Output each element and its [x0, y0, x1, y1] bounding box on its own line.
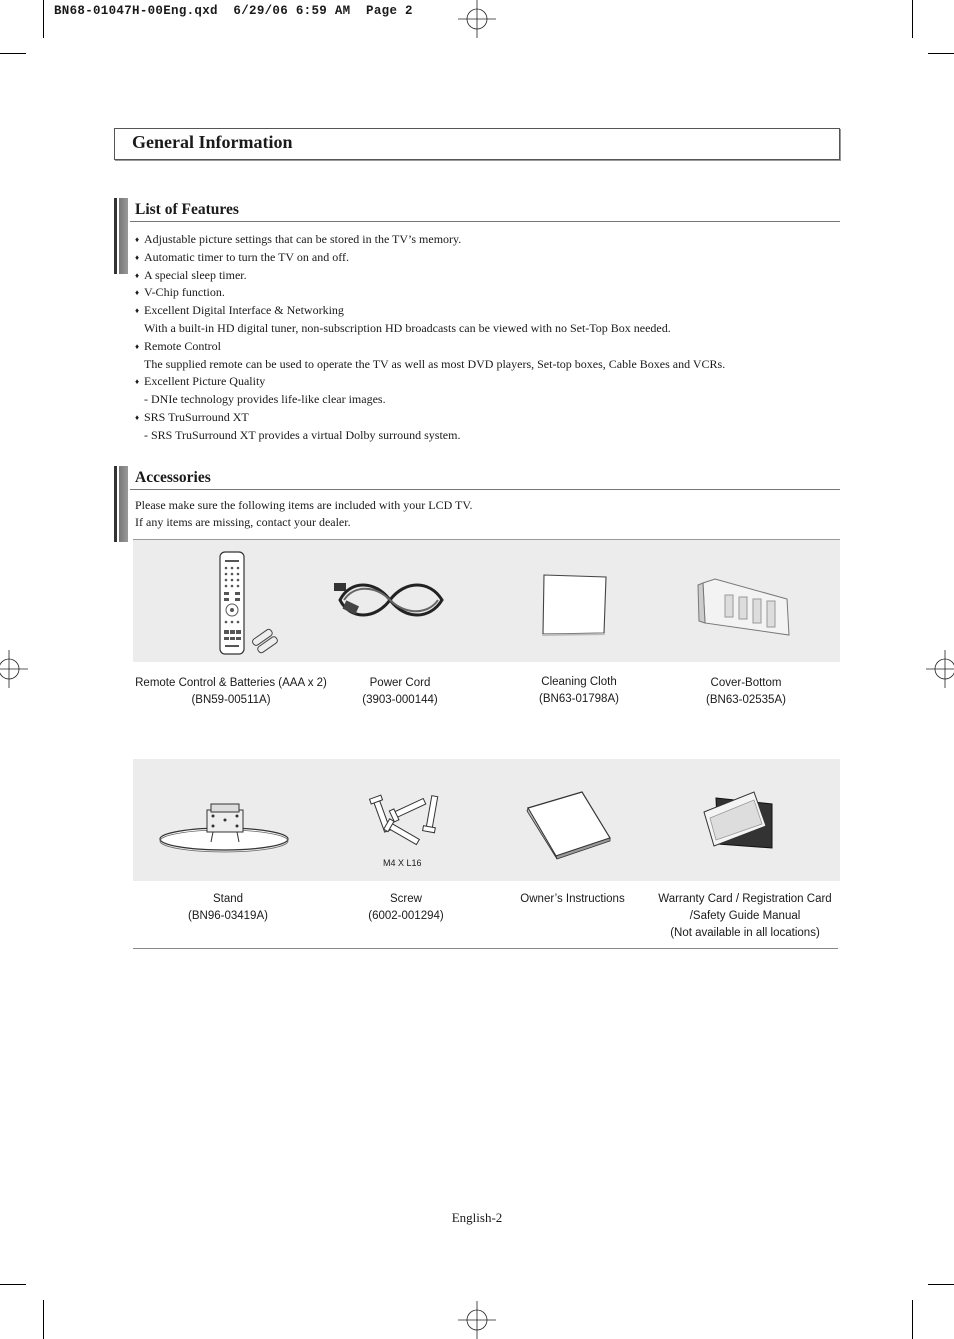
remote-control-icon	[205, 550, 280, 660]
list-item-detail: The supplied remote can be used to operate the TV as well as most DVD players, Set-top boxes, Cable Boxes and VCRs.	[144, 356, 726, 371]
list-item: ♦ A special sleep timer.	[135, 267, 725, 285]
crop-mark	[912, 0, 913, 38]
accessories-heading: Accessories	[135, 469, 211, 486]
crop-mark	[0, 53, 26, 54]
bullet-icon: ♦	[135, 235, 140, 244]
bullet-icon: ♦	[135, 288, 140, 298]
section-bar	[114, 198, 128, 274]
accessory-caption	[645, 891, 845, 942]
accessory-name: Remote Control & Batteries (AAA x 2)	[135, 677, 327, 689]
list-item: ♦ Excellent Picture Quality	[135, 373, 725, 391]
accessory-name: Screw	[390, 893, 422, 905]
manual-icon	[522, 788, 614, 860]
registration-mark-icon	[458, 1301, 496, 1339]
bullet-icon: ♦	[135, 306, 140, 316]
crop-mark	[43, 0, 44, 38]
accessory-caption	[505, 891, 640, 908]
bullet-icon: ♦	[135, 377, 140, 387]
crop-mark	[43, 1300, 44, 1339]
section-divider	[130, 221, 840, 222]
accessory-caption	[686, 675, 806, 709]
list-item-detail: With a built-in HD digital tuner, non-subscription HD broadcasts can be viewed with no Set-Top Box needed.	[144, 320, 671, 335]
bullet-icon: ♦	[135, 341, 140, 351]
accessory-caption	[168, 891, 288, 925]
list-item: ♦ Automatic timer to turn the TV on and off.	[135, 249, 725, 267]
screw-size-label: M4 X L16	[383, 858, 422, 868]
features-list	[135, 231, 725, 445]
accessory-name: Owner’s Instructions	[520, 893, 625, 905]
accessory-part-number: (6002-001294)	[368, 910, 444, 922]
accessory-name-line2: /Safety Guide Manual	[689, 910, 801, 922]
warranty-card-icon	[700, 790, 780, 852]
bullet-icon: ♦	[135, 412, 140, 422]
crop-mark	[928, 1284, 954, 1285]
accessory-name: Warranty Card / Registration Card	[658, 893, 832, 905]
bullet-icon: ♦	[135, 252, 140, 262]
accessory-name: Cleaning Cloth	[541, 676, 617, 688]
accessory-caption	[130, 675, 332, 709]
accessory-part-number: (3903-000144)	[362, 694, 438, 706]
accessory-part-number: (BN96-03419A)	[188, 910, 268, 922]
list-item: ♦ Remote Control	[135, 338, 725, 356]
accessories-intro: Please make sure the following items are included with your LCD TV. If any items are missing, contact your dealer.	[135, 498, 473, 529]
accessory-name: Cover-Bottom	[710, 677, 782, 689]
cleaning-cloth-icon	[538, 572, 612, 638]
accessory-caption	[519, 674, 639, 708]
crop-mark	[912, 1300, 913, 1339]
accessory-part-number: (BN63-02535A)	[706, 694, 786, 706]
accessory-name: Power Cord	[369, 677, 431, 689]
cover-bottom-icon	[695, 575, 793, 641]
page-title-box	[114, 128, 840, 160]
crop-mark	[0, 1284, 26, 1285]
accessory-availability-note: (Not available in all locations)	[670, 927, 820, 939]
list-item: ♦ SRS TruSurround XT	[135, 409, 725, 427]
list-item: ♦ Excellent Digital Interface & Networking	[135, 302, 725, 320]
power-cord-icon	[330, 575, 450, 625]
file-header: BN68-01047H-00Eng.qxd 6/29/06 6:59 AM Page 2	[54, 4, 413, 18]
list-item: ♦ V-Chip function.	[135, 284, 725, 302]
page-number: English-2	[451, 1210, 503, 1225]
list-item-detail: - DNIe technology provides life-like clear images.	[144, 392, 386, 407]
registration-mark-icon	[926, 650, 954, 688]
registration-mark-icon	[0, 650, 28, 688]
accessory-name: Stand	[212, 893, 244, 905]
accessory-part-number: (BN63-01798A)	[539, 693, 619, 705]
accessory-part-number: (BN59-00511A)	[191, 694, 271, 706]
section-divider	[130, 489, 840, 490]
list-item-detail: - SRS TruSurround XT provides a virtual Dolby surround system.	[144, 427, 461, 442]
crop-mark	[928, 53, 954, 54]
list-item: ♦ Adjustable picture settings that can be stored in the TV’s memory.	[135, 231, 725, 249]
registration-mark-icon	[458, 0, 496, 38]
bullet-icon: ♦	[135, 270, 140, 280]
accessory-caption	[346, 891, 466, 925]
screw-icon	[360, 788, 448, 856]
stand-icon	[155, 800, 293, 856]
section-divider	[133, 948, 838, 949]
section-bar	[114, 466, 128, 542]
accessory-caption	[340, 675, 460, 709]
page-title: General Information	[132, 132, 293, 152]
features-heading: List of Features	[135, 201, 239, 218]
